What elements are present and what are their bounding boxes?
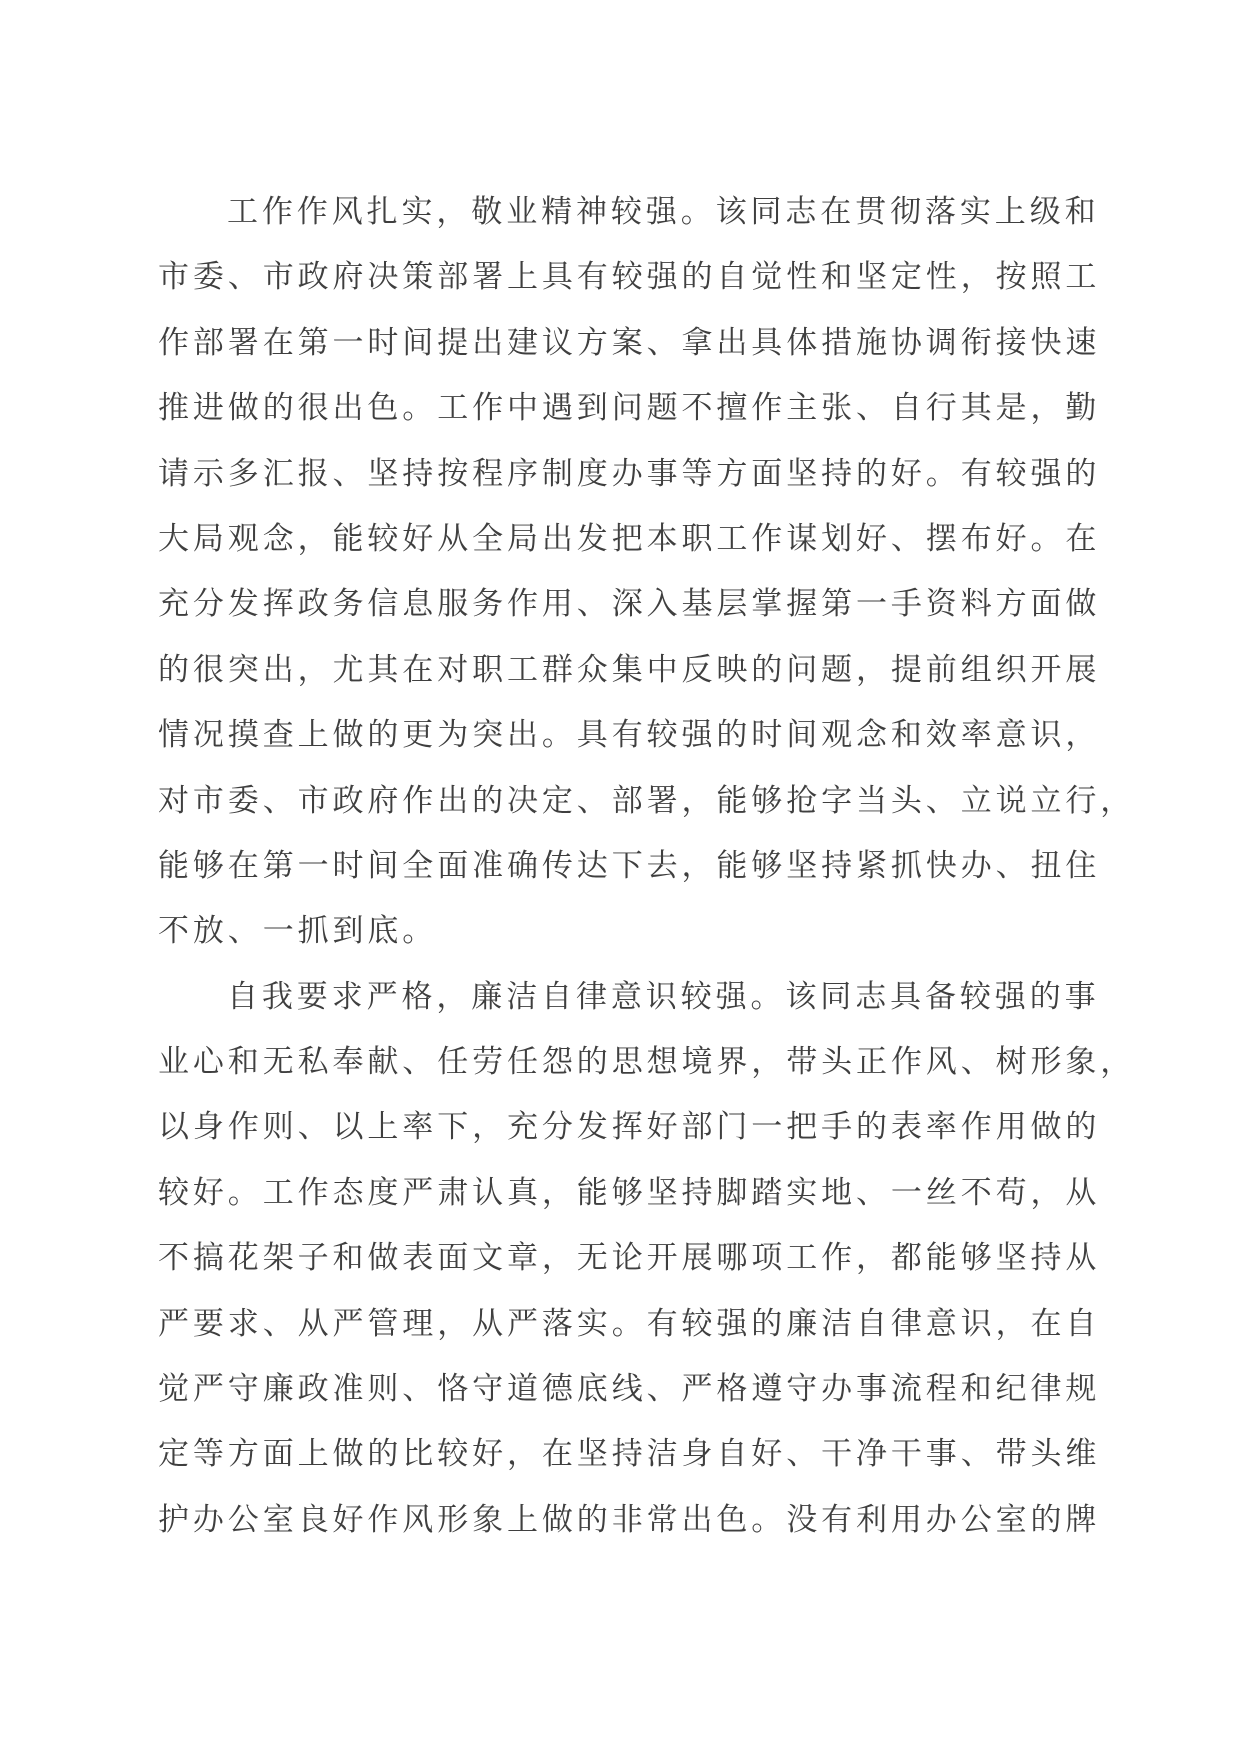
text-line: 大局观念，能较好从全局出发把本职工作谋划好、摆布好。在 [158,520,1101,557]
document-body [158,180,1136,1553]
text-line: 严要求、从严管理，从严落实。有较强的廉洁自律意识，在自 [158,1305,1101,1342]
text-line: 的很突出，尤其在对职工群众集中反映的问题，提前组织开展 [158,651,1101,688]
text-line: 请示多汇报、坚持按程序制度办事等方面坚持的好。有较强的 [158,455,1101,492]
text-line: 能够在第一时间全面准确传达下去，能够坚持紧抓快办、扭住 [158,847,1101,884]
text-line: 定等方面上做的比较好，在坚持洁身自好、干净干事、带头维 [158,1436,1101,1473]
text-line: 自我要求严格，廉洁自律意识较强。该同志具备较强的事 [227,978,1100,1015]
text-line: 较好。工作态度严肃认真，能够坚持脚踏实地、一丝不苟，从 [158,1174,1101,1211]
text-line: 护办公室良好作风形象上做的非常出色。没有利用办公室的牌 [158,1501,1101,1538]
text-line: 以身作则、以上率下，充分发挥好部门一把手的表率作用做的 [158,1109,1101,1146]
text-line: 市委、市政府决策部署上具有较强的自觉性和坚定性，按照工 [158,259,1101,296]
text-line: 工作作风扎实，敬业精神较强。该同志在贯彻落实上级和 [227,194,1100,230]
text-line: 觉严守廉政准则、恪守道德底线、严格遵守办事流程和纪律规 [158,1371,1101,1408]
text-line: 不搞花架子和做表面文章，无论开展哪项工作，都能够坚持从 [158,1240,1101,1277]
text-line: 情况摸查上做的更为突出。具有较强的时间观念和效率意识， [158,717,1101,754]
text-line: 不放、一抓到底。 [158,913,438,950]
text-line: 推进做的很出色。工作中遇到问题不擅作主张、自行其是，勤 [158,390,1101,427]
text-line: 充分发挥政务信息服务作用、深入基层掌握第一手资料方面做 [158,586,1101,623]
text-line: 业心和无私奉献、任劳任怨的思想境界，带头正作风、树形象， [158,1044,1136,1081]
text-line: 对市委、市政府作出的决定、部署，能够抢字当头、立说立行， [158,782,1136,819]
paragraph-work-style [158,180,1136,965]
paragraph-self-discipline [158,965,1136,1554]
text-line: 作部署在第一时间提出建议方案、拿出具体措施协调衔接快速 [158,324,1101,361]
